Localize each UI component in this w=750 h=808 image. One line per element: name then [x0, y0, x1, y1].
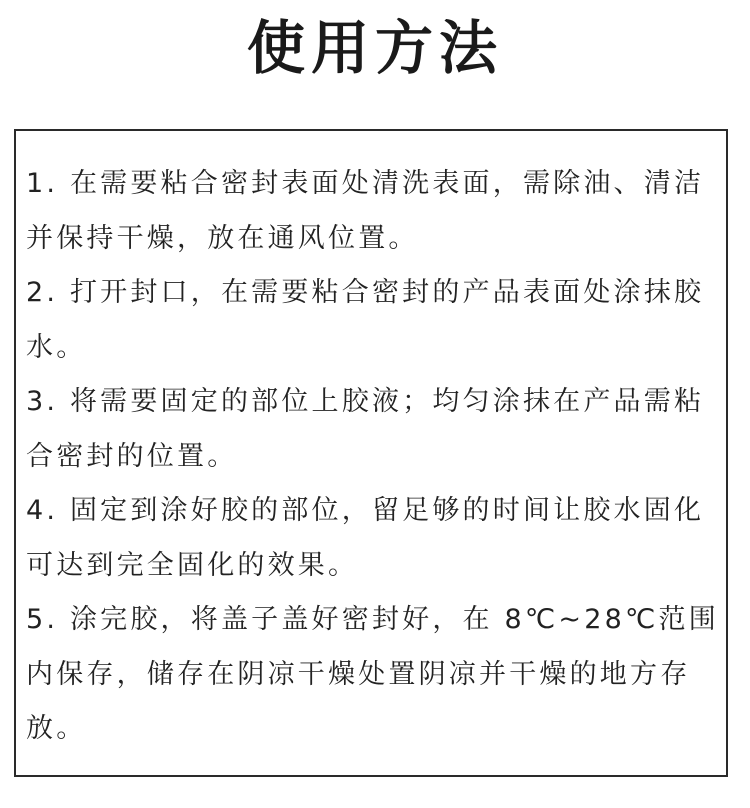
instruction-step-1: 1. 在需要粘合密封表面处清洗表面，需除油、清洁并保持干燥，放在通风位置。 [26, 168, 705, 254]
instruction-step-4: 4. 固定到涂好胶的部位，留足够的时间让胶水固化可达到完全固化的效果。 [26, 495, 705, 581]
page-title: 使用方法 [246, 14, 503, 82]
instruction-step-5: 5. 涂完胶，将盖子盖好密封好，在 8℃~28℃范围内保存，储存在阴凉干燥处置阴凉并干燥的地方存放。 [26, 604, 719, 744]
instructions-list [26, 157, 730, 757]
instruction-step-3: 3. 将需要固定的部位上胶液；均匀涂抹在产品需粘合密封的位置。 [26, 386, 705, 472]
instruction-step-2: 2. 打开封口，在需要粘合密封的产品表面处涂抹胶水。 [26, 277, 705, 363]
instructions-box [14, 129, 728, 777]
